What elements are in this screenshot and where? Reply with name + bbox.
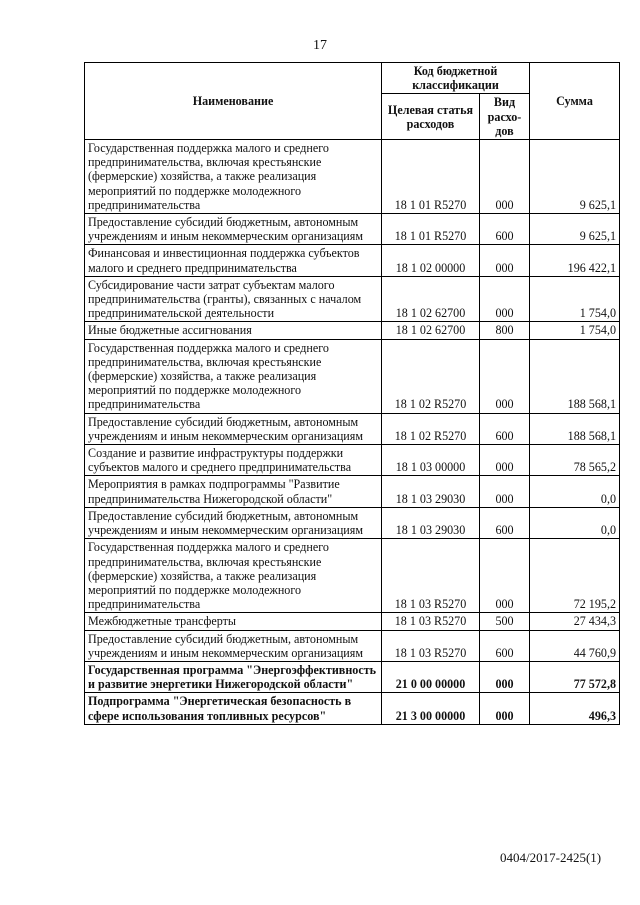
- cell-type: 000: [480, 140, 530, 214]
- cell-sum: 27 434,3: [530, 613, 620, 630]
- cell-type: 000: [480, 693, 530, 724]
- cell-name: Иные бюджетные ассигнования: [85, 322, 382, 339]
- cell-sum: 9 625,1: [530, 140, 620, 214]
- cell-sum: 0,0: [530, 476, 620, 507]
- cell-type: 800: [480, 322, 530, 339]
- cell-type: 000: [480, 476, 530, 507]
- cell-type: 600: [480, 214, 530, 245]
- cell-type: 000: [480, 245, 530, 276]
- header-sum: Сумма: [530, 63, 620, 140]
- cell-name: Межбюджетные трансферты: [85, 613, 382, 630]
- cell-type: 600: [480, 630, 530, 661]
- cell-target: 18 1 02 62700: [382, 276, 480, 322]
- cell-sum: 196 422,1: [530, 245, 620, 276]
- cell-target: 18 1 02 R5270: [382, 339, 480, 413]
- header-name: Наименование: [85, 63, 382, 140]
- cell-name: Субсидирование части затрат субъектам малого предпринимательства (гранты), связанных с началом предпринимательской деятельности: [85, 276, 382, 322]
- cell-target: 18 1 02 00000: [382, 245, 480, 276]
- cell-sum: 78 565,2: [530, 445, 620, 476]
- table-row: [85, 214, 620, 245]
- cell-type: 000: [480, 276, 530, 322]
- table-row: [85, 140, 620, 214]
- header-target-article: Целевая статья расходов: [382, 94, 480, 140]
- table-row: [85, 322, 620, 339]
- cell-type: 000: [480, 661, 530, 692]
- cell-name: Предоставление субсидий бюджетным, автономным учреждениям и иным некоммерческим организациям: [85, 413, 382, 444]
- cell-target: 18 1 02 R5270: [382, 413, 480, 444]
- table-row: [85, 507, 620, 538]
- cell-sum: 72 195,2: [530, 539, 620, 613]
- cell-name: Предоставление субсидий бюджетным, автономным учреждениям и иным некоммерческим организациям: [85, 507, 382, 538]
- cell-name: Государственная поддержка малого и среднего предпринимательства, включая крестьянские (фермерские) хозяйства, а также реализация мероприятий по поддержке молодежного предпринимательства: [85, 539, 382, 613]
- table-row: [85, 630, 620, 661]
- cell-sum: 0,0: [530, 507, 620, 538]
- cell-target: 18 1 03 00000: [382, 445, 480, 476]
- table-row: [85, 661, 620, 692]
- cell-target: 18 1 03 R5270: [382, 613, 480, 630]
- cell-sum: 44 760,9: [530, 630, 620, 661]
- table-row: [85, 413, 620, 444]
- cell-sum: 188 568,1: [530, 339, 620, 413]
- table-row: [85, 613, 620, 630]
- cell-target: 21 3 00 00000: [382, 693, 480, 724]
- table-row: [85, 276, 620, 322]
- cell-type: 600: [480, 507, 530, 538]
- page-number: 17: [313, 38, 327, 53]
- cell-sum: 188 568,1: [530, 413, 620, 444]
- table-row: [85, 339, 620, 413]
- cell-target: 18 1 03 29030: [382, 476, 480, 507]
- table-body: [85, 140, 620, 725]
- cell-name: Государственная поддержка малого и среднего предпринимательства, включая крестьянские (фермерские) хозяйства, а также реализация мероприятий по поддержке молодежного предпринимательства: [85, 339, 382, 413]
- cell-target: 18 1 01 R5270: [382, 214, 480, 245]
- table-row: [85, 245, 620, 276]
- cell-name: Финансовая и инвестиционная поддержка субъектов малого и среднего предпринимательства: [85, 245, 382, 276]
- cell-name: Государственная поддержка малого и среднего предпринимательства, включая крестьянские (фермерские) хозяйства, а также реализация мероприятий по поддержке молодежного предпринимательства: [85, 140, 382, 214]
- cell-type: 500: [480, 613, 530, 630]
- cell-name: Создание и развитие инфраструктуры поддержки субъектов малого и среднего предпринимательства: [85, 445, 382, 476]
- cell-target: 18 1 03 R5270: [382, 630, 480, 661]
- cell-name: Предоставление субсидий бюджетным, автономным учреждениям и иным некоммерческим организациям: [85, 630, 382, 661]
- table-row: [85, 476, 620, 507]
- header-classification: Код бюджетной классификации: [382, 63, 530, 94]
- cell-target: 21 0 00 00000: [382, 661, 480, 692]
- cell-name: Подпрограмма "Энергетическая безопасность в сфере использования топливных ресурсов": [85, 693, 382, 724]
- cell-type: 600: [480, 413, 530, 444]
- cell-type: 000: [480, 445, 530, 476]
- header-expense-type: Вид расхо-дов: [480, 94, 530, 140]
- cell-sum: 9 625,1: [530, 214, 620, 245]
- cell-sum: 496,3: [530, 693, 620, 724]
- cell-sum: 77 572,8: [530, 661, 620, 692]
- cell-name: Мероприятия в рамках подпрограммы "Развитие предпринимательства Нижегородской области": [85, 476, 382, 507]
- table-row: [85, 445, 620, 476]
- cell-name: Предоставление субсидий бюджетным, автономным учреждениям и иным некоммерческим организациям: [85, 214, 382, 245]
- cell-target: 18 1 03 R5270: [382, 539, 480, 613]
- table-row: [85, 693, 620, 724]
- table-row: [85, 539, 620, 613]
- document-code: 0404/2017-2425(1): [500, 850, 602, 865]
- cell-name: Государственная программа "Энергоэффективность и развитие энергетики Нижегородской области": [85, 661, 382, 692]
- cell-type: 000: [480, 339, 530, 413]
- cell-target: 18 1 02 62700: [382, 322, 480, 339]
- cell-sum: 1 754,0: [530, 322, 620, 339]
- cell-target: 18 1 01 R5270: [382, 140, 480, 214]
- cell-target: 18 1 03 29030: [382, 507, 480, 538]
- cell-type: 000: [480, 539, 530, 613]
- cell-sum: 1 754,0: [530, 276, 620, 322]
- budget-table: [84, 62, 620, 725]
